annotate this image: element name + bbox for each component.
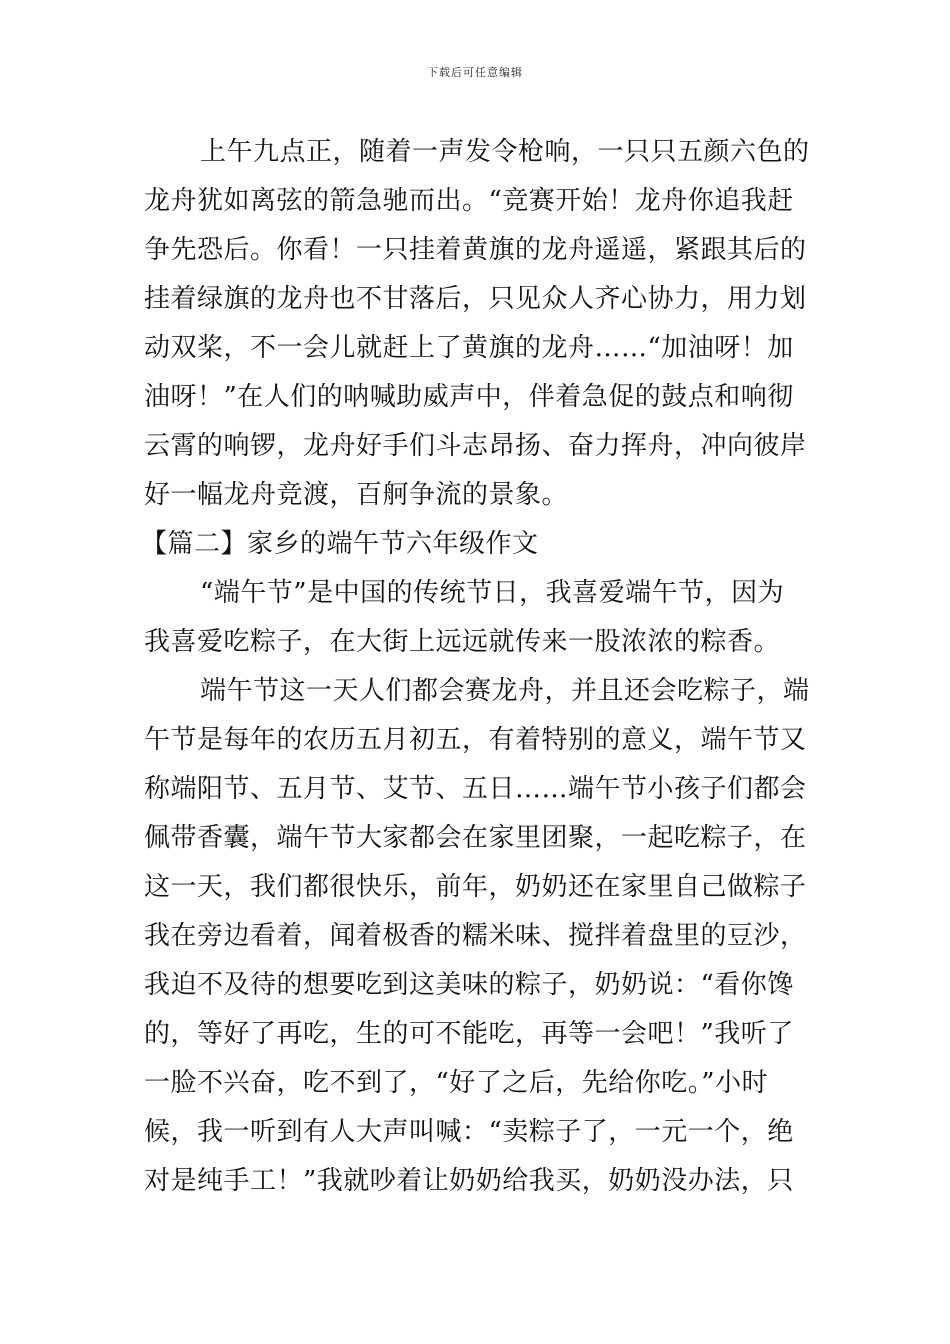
text-line: 好一幅龙舟竞渡，百舸争流的景象。 <box>144 480 569 510</box>
text-line: 候，我一听到有人大声叫喊：“卖粽子了，一元一个，绝 <box>144 1117 794 1147</box>
text-line: 上午九点正，随着一声发令枪响，一只只五颜六色的 <box>200 137 810 167</box>
text-line: 我在旁边看着，闻着极香的糯米味、搅拌着盘里的豆沙， <box>144 921 807 951</box>
text-line: 这一天，我们都很快乐，前年，奶奶还在家里自己做粽子 <box>144 872 807 902</box>
text-line: 称端阳节、五月节、艾节、五日……端午节小孩子们都会 <box>144 774 807 804</box>
text-line: 动双桨，不一会儿就赶上了黄旗的龙舟……“加油呀！加 <box>144 333 794 363</box>
text-line: 油呀！”在人们的呐喊助威声中，伴着急促的鼓点和响彻 <box>144 382 794 412</box>
text-line: “端午节”是中国的传统节日，我喜爱端午节，因为 <box>200 578 785 608</box>
text-line: 我迫不及待的想要吃到这美味的粽子，奶奶说：“看你馋 <box>144 970 794 1000</box>
section-heading: 【篇二】家乡的端午节六年级作文 <box>141 529 539 559</box>
document-body <box>141 128 810 1206</box>
text-line: 云霄的响锣，龙舟好手们斗志昂扬、奋力挥舟，冲向彼岸 <box>144 431 807 461</box>
text-line: 对是纯手工！”我就吵着让奶奶给我买，奶奶没办法，只 <box>144 1166 794 1196</box>
text-line: 佩带香囊，端午节大家都会在家里团聚，一起吃粽子，在 <box>144 823 807 853</box>
text-line: 龙舟犹如离弦的箭急驰而出。“竞赛开始！龙舟你追我赶 <box>144 186 794 216</box>
text-line: 一脸不兴奋，吃不到了，“好了之后，先给你吃。”小时 <box>144 1068 769 1098</box>
text-line: 挂着绿旗的龙舟也不甘落后，只见众人齐心协力，用力划 <box>144 284 807 314</box>
text-line: 端午节这一天人们都会赛龙舟，并且还会吃粽子，端 <box>200 676 810 706</box>
text-line: 的，等好了再吃，生的可不能吃，再等一会吧！”我听了 <box>144 1019 794 1049</box>
text-line: 我喜爱吃粽子，在大街上远远就传来一股浓浓的粽香。 <box>144 627 781 657</box>
text-line: 午节是每年的农历五月初五，有着特别的意义，端午节又 <box>144 725 807 755</box>
page-header-note: 下载后可任意编辑 <box>427 66 523 79</box>
text-line: 争先恐后。你看！一只挂着黄旗的龙舟遥遥，紧跟其后的 <box>144 235 807 265</box>
